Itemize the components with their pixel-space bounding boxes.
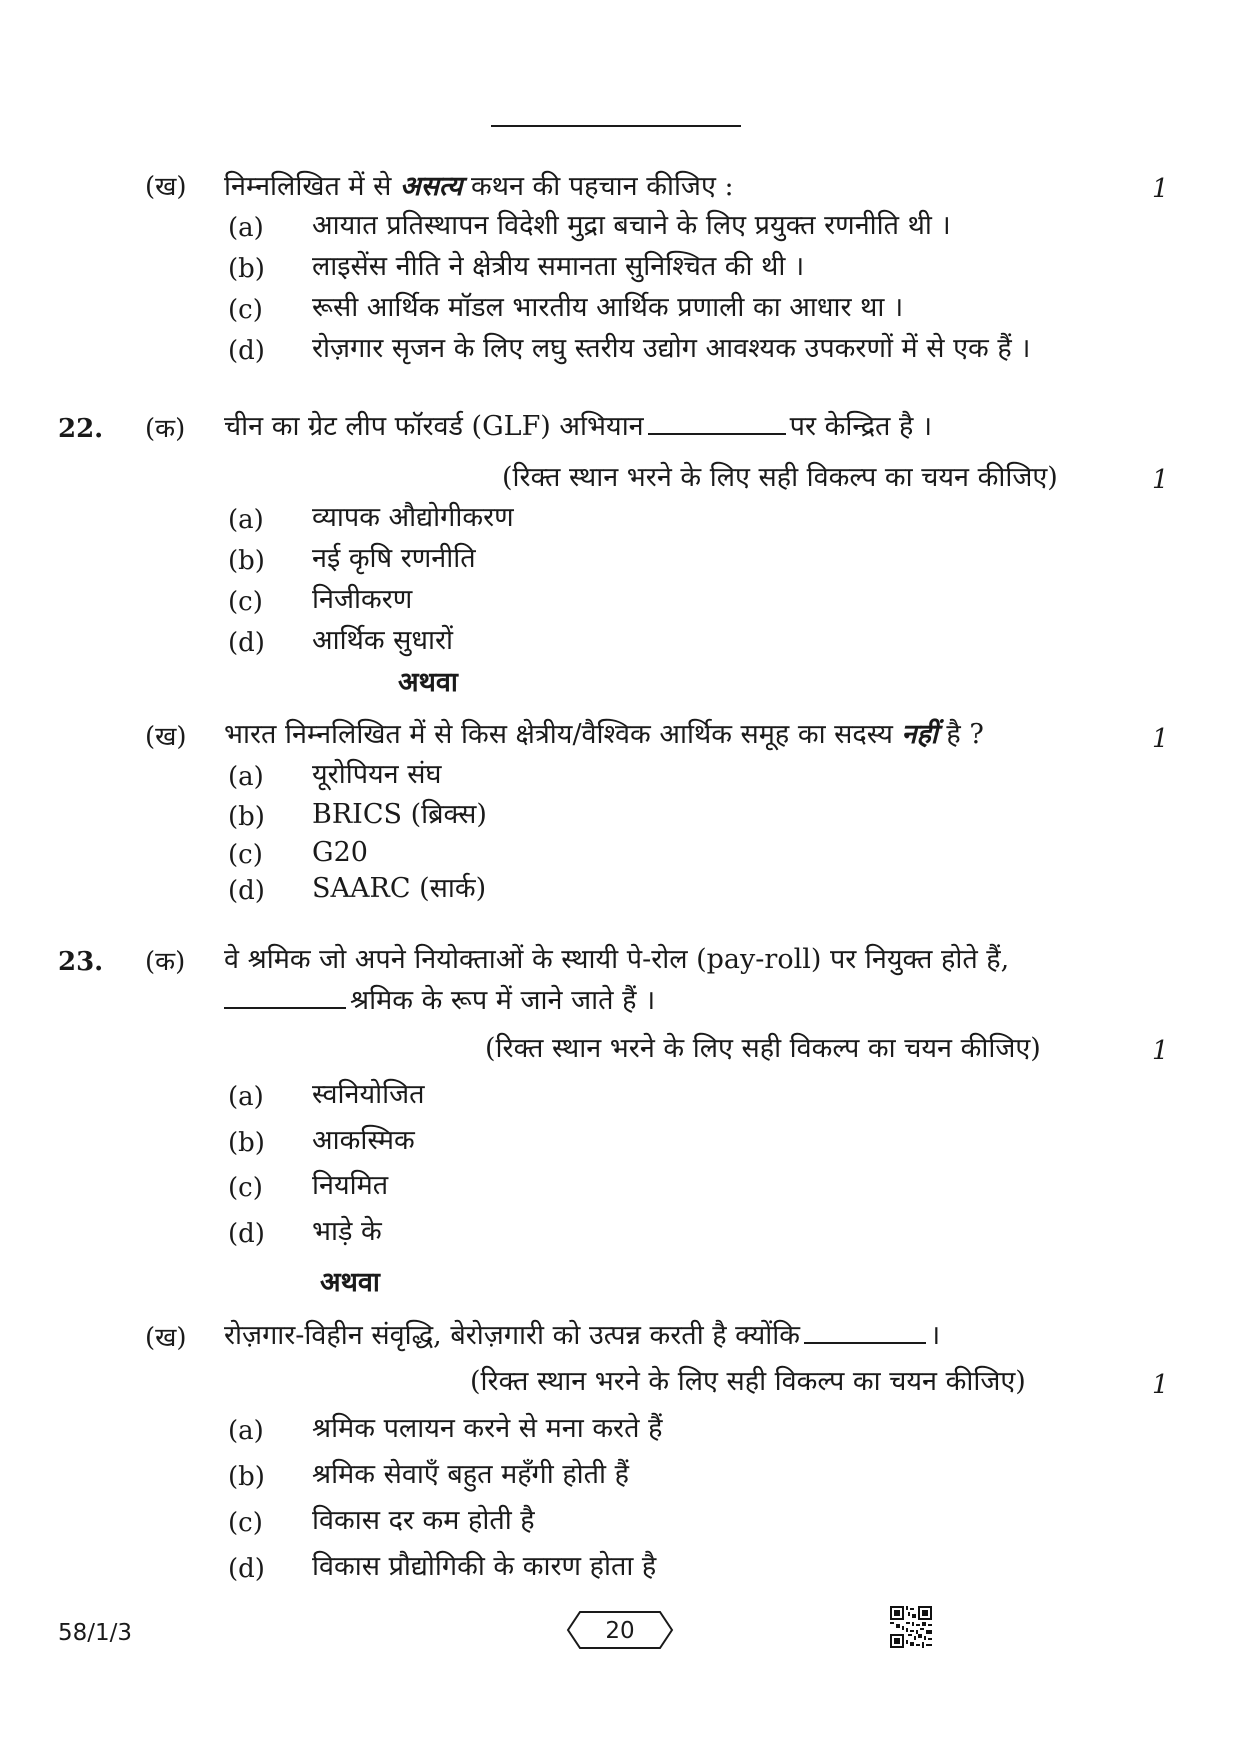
option-key: (a)	[228, 213, 264, 243]
option-text: स्वनियोजित	[312, 1079, 425, 1110]
question-stem-line2: श्रमिक के रूप में जाने जाते हैं ।	[224, 984, 655, 1018]
option-key: (c)	[228, 295, 263, 325]
question-stem: भारत निम्नलिखित में से किस क्षेत्रीय/वैश्विक आर्थिक समूह का सदस्य नहीं है ?	[224, 719, 984, 750]
option-key: (b)	[228, 546, 265, 576]
option-text: श्रमिक सेवाएँ बहुत महँगी होती हैं	[312, 1459, 629, 1490]
instruction: (रिक्त स्थान भरने के लिए सही विकल्प का चयन कीजिए)	[485, 1033, 1041, 1064]
option-text: रूसी आर्थिक मॉडल भारतीय आर्थिक प्रणाली का आधार था ।	[312, 292, 904, 323]
option-text: विकास दर कम होती है	[312, 1505, 535, 1536]
option-key: (a)	[228, 1082, 264, 1112]
option-text: आकस्मिक	[312, 1125, 415, 1156]
question-stem-line1: वे श्रमिक जो अपने नियोक्ताओं के स्थायी पे-रोल (pay-roll) पर नियुक्त होते हैं,	[224, 944, 1010, 975]
option-key: (c)	[228, 1508, 263, 1538]
question-number: 22.	[58, 414, 104, 444]
option-text: निजीकरण	[312, 584, 413, 615]
instruction: (रिक्त स्थान भरने के लिए सही विकल्प का चयन कीजिए)	[470, 1366, 1026, 1397]
option-key: (c)	[228, 840, 263, 870]
option-text: श्रमिक पलायन करने से मना करते हैं	[312, 1413, 663, 1444]
option-text: लाइसेंस नीति ने क्षेत्रीय समानता सुनिश्चित की थी ।	[312, 251, 805, 282]
answer-blank	[804, 1320, 926, 1344]
option-text: आयात प्रतिस्थापन विदेशी मुद्रा बचाने के लिए प्रयुक्त रणनीति थी ।	[312, 210, 951, 241]
marks: 1	[1152, 1036, 1169, 1066]
marks: 1	[1152, 724, 1169, 754]
answer-blank	[648, 411, 786, 435]
option-key: (d)	[228, 1554, 265, 1584]
question-number: 23.	[58, 947, 104, 977]
option-text: BRICS (ब्रिक्स)	[312, 799, 487, 830]
option-key: (a)	[228, 762, 264, 792]
option-text: विकास प्रौद्योगिकी के कारण होता है	[312, 1551, 657, 1582]
option-text: नियमित	[312, 1170, 389, 1201]
option-key: (b)	[228, 1462, 265, 1492]
option-key: (d)	[228, 336, 265, 366]
paper-code: 58/1/3	[58, 1620, 133, 1646]
option-key: (c)	[228, 587, 263, 617]
option-text: रोज़गार सृजन के लिए लघु स्तरीय उद्योग आवश्यक उपकरणों में से एक हैं ।	[312, 333, 1031, 364]
answer-blank	[224, 985, 346, 1009]
option-key: (d)	[228, 1219, 265, 1249]
or-separator: अथवा	[398, 667, 458, 698]
sub-label: (ख)	[145, 1323, 187, 1353]
question-stem: चीन का ग्रेट लीप फॉरवर्ड (GLF) अभियान पर केन्द्रित है ।	[224, 411, 933, 442]
qr-code-icon	[890, 1606, 932, 1648]
sub-label: (ख)	[145, 722, 187, 752]
sub-label: (क)	[145, 947, 186, 977]
option-key: (d)	[228, 876, 265, 906]
sub-label: (क)	[145, 414, 186, 444]
option-text: व्यापक औद्योगीकरण	[312, 502, 514, 533]
top-rule	[491, 125, 741, 127]
question-stem: निम्नलिखित में से असत्य कथन की पहचान कीजिए :	[224, 171, 734, 202]
option-key: (c)	[228, 1173, 263, 1203]
option-text: G20	[312, 837, 368, 868]
sub-label: (ख)	[145, 172, 187, 202]
emphasis-text: असत्य	[400, 171, 463, 202]
marks: 1	[1152, 465, 1169, 495]
option-key: (a)	[228, 1416, 264, 1446]
option-key: (d)	[228, 628, 265, 658]
option-text: आर्थिक सुधारों	[312, 625, 454, 656]
option-key: (a)	[228, 505, 264, 535]
marks: 1	[1152, 1370, 1169, 1400]
marks: 1	[1152, 174, 1169, 204]
or-separator: अथवा	[320, 1267, 380, 1298]
page-number: 20	[605, 1618, 635, 1644]
option-text: भाड़े के	[312, 1216, 382, 1247]
question-stem: रोज़गार-विहीन संवृद्धि, बेरोज़गारी को उत्पन्न करती है क्योंकि ।	[224, 1320, 941, 1351]
option-key: (b)	[228, 802, 265, 832]
option-text: SAARC (सार्क)	[312, 873, 487, 904]
option-key: (b)	[228, 1128, 265, 1158]
instruction: (रिक्त स्थान भरने के लिए सही विकल्प का चयन कीजिए)	[502, 462, 1058, 493]
emphasis-text: नहीं	[901, 719, 938, 750]
option-key: (b)	[228, 254, 265, 284]
page-number-badge	[566, 1608, 674, 1652]
option-text: यूरोपियन संघ	[312, 759, 442, 790]
option-text: नई कृषि रणनीति	[312, 543, 476, 574]
